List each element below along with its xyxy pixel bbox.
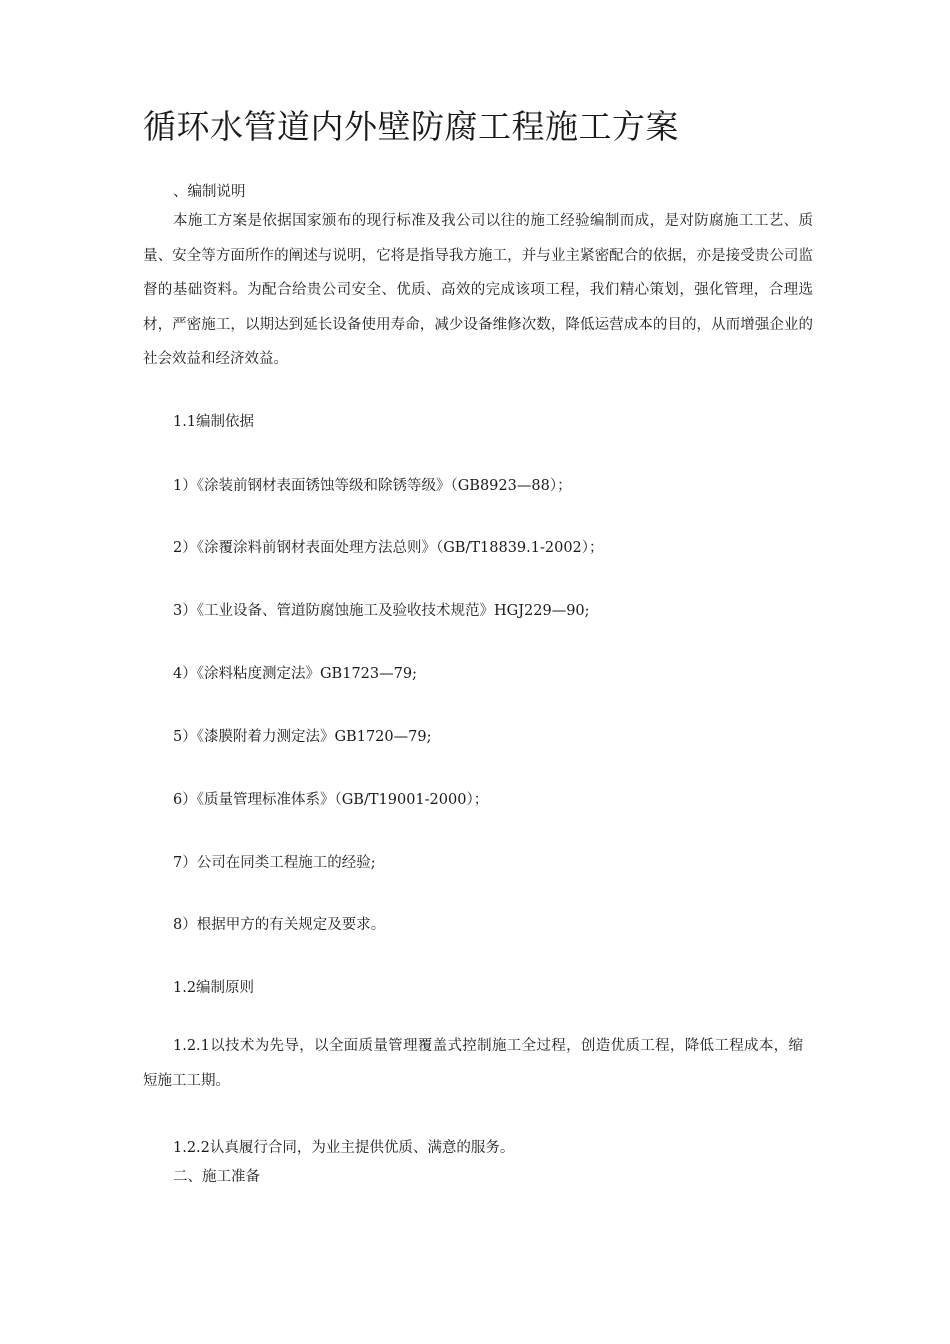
basis-heading: 1.1编制依据 bbox=[173, 414, 255, 430]
basis-item-1: 1）《涂装前钢材表面锈蚀等级和除锈等级》（GB8923—88）； bbox=[173, 478, 572, 494]
principle-heading: 1.2编制原则 bbox=[173, 980, 255, 996]
basis-item-6: 6）《质量管理标准体系》（GB/T19001-2000）； bbox=[173, 792, 489, 808]
basis-item-8: 8）根据甲方的有关规定及要求。 bbox=[173, 917, 386, 933]
section-2-heading: 二、施工准备 bbox=[173, 1169, 260, 1185]
principle-2: 1.2.2认真履行合同，为业主提供优质、满意的服务。 bbox=[173, 1140, 515, 1156]
basis-item-7: 7）公司在同类工程施工的经验; bbox=[173, 855, 376, 871]
basis-item-3: 3）《工业设备、管道防腐蚀施工及验收技术规范》HGJ229—90; bbox=[173, 603, 590, 619]
document-title: 循环水管道内外壁防腐工程施工方案 bbox=[143, 107, 679, 146]
basis-item-2: 2）《涂覆涂料前钢材表面处理方法总则》（GB/T18839.1-2002）； bbox=[173, 540, 604, 556]
principle-1: 1.2.1以技术为先导，以全面质量管理覆盖式控制施工全过程，创造优质工程，降低工程成本，缩短施工工期。 bbox=[143, 1038, 803, 1089]
section-1-heading: 、编制说明 bbox=[173, 184, 246, 200]
basis-item-4: 4）《涂料粘度测定法》GB1723—79; bbox=[173, 666, 417, 682]
intro-paragraph: 本施工方案是依据国家颁布的现行标准及我公司以往的施工经验编制而成，是对防腐施工工艺、质量、安全等方面所作的阐述与说明，它将是指导我方施工，并与业主紧密配合的依据，亦是接受贵公司监督的基础资料。为配合给贵公司安全、优质、高效的完成该项工程，我们精心策划，强化管理，合理选材，严密施工，以期达到延长设备使用寿命，减少设备维修次数，降低运营成本的目的，从而增强企业的社会效益和经济效益。 bbox=[143, 213, 813, 367]
basis-item-5: 5）《漆膜附着力测定法》GB1720—79; bbox=[173, 729, 432, 745]
